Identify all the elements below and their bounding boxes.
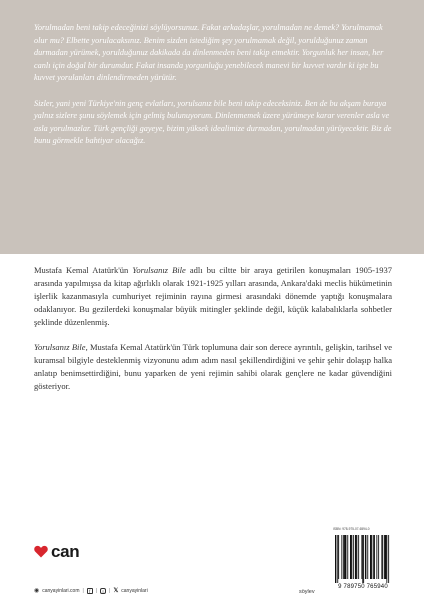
separator: | (95, 587, 98, 594)
barcode-bar (347, 535, 348, 579)
barcode-bar (376, 535, 377, 579)
brand-name: can (51, 542, 80, 561)
barcode-bar (385, 535, 386, 579)
barcode-bar (381, 535, 382, 579)
globe-icon: ◉ (34, 588, 40, 594)
quote-paragraph-1: Yorulmadan beni takip edeceğinizi söylüyorsunuz. Fakat arkadaşlar, yorulmadan ne demek? Yorulmamak olur mu? Elbette yorulacaksınız. Benim sizden istediğim şey yorulmamak değil, yorulduğunuz zaman durmadan yürümek, yorulduğunuz dakikada da dinlenmeden beni takip etmektir. Yorgunluk her insan, her canlı için doğal bir durumdur. Fakat insanda yorgunluğu yenebilecek manevi bir kuvvet vardır ki işte bu kuvvet yorulanları dinlendirmeden yürütür. (34, 23, 384, 83)
barcode-bar (365, 535, 366, 579)
social-handle-text: canyayinlari (121, 587, 148, 594)
heart-icon (34, 545, 48, 558)
description (34, 264, 392, 393)
barcode-bar (358, 535, 359, 579)
barcode-bar (361, 535, 362, 579)
description-text: , Mustafa Kemal Atatürk'ün Türk toplumuna dair son derece ayrıntılı, gelişkin, tarihsel ve kuramsal bilgiyle desteklenmiş vizyonunu adım adım nasıl şekillendirdiğini ve şehir şehir dolaşıp halka anlatıp benimsettirdiğini, bunu yaparken de yeni rejimin sahibi olarak gençlere ne kadar güvendiğini gösteriyor. (34, 342, 392, 392)
barcode-bar (341, 535, 342, 579)
barcode-bar (363, 535, 364, 583)
barcode-bar (374, 535, 375, 579)
description-text: adlı bu ciltte bir araya getirilen konuşmaları 1905-1937 arasında yapılmışsa da kitap ağırlıklı olarak 1921-1925 yılları arasında, Ankara'daki meclis hükümetinin işlerlik kazanmasıyla cumhuriyet rejiminin rayına girmesi arasındaki dönemde yaptığı konuşmalara odaklanıyor. Bu gezilerdeki konuşmalar büyük mitingler şeklinde değil, küçük kalabalıklarla sohbetler şeklinde düzenlenmiş. (34, 265, 392, 327)
description-text: Mustafa Kemal Atatürk'ün (34, 265, 133, 275)
description-paragraph-1 (34, 264, 392, 329)
barcode-digits: 9 789750 765940 (338, 584, 388, 590)
barcode-bar (337, 535, 338, 583)
barcode-bar (356, 535, 357, 579)
quote-box (0, 0, 424, 254)
quote-paragraph-2: Sizler, yani yeni Türkiye'nin genç evlatları, yorulsanız bile beni takip edeceksiniz. Ben de bu akşam buraya yalnız sizlere şunu söylemek için gelmiş bulunuyorum. Dinlenmemek üzere yürümeye karar verenler asla ve asla yorulmazlar. Türk gençliği gayeye, bizim yüksek idealimize durmadan, yorulmadan yürüyecektir. Biz de bunu görmekle bahtiyar olacağız. (34, 98, 392, 146)
facebook-icon: f (87, 588, 93, 594)
barcode-bar (338, 535, 339, 579)
description-paragraph-2 (34, 341, 392, 393)
barcode-bar (371, 535, 372, 579)
barcode-block (333, 527, 393, 593)
barcode (335, 535, 391, 583)
barcode-bar (382, 535, 383, 579)
barcode-bar (335, 535, 336, 583)
isbn-line: ISBN: 978-975-07-6594-0 (333, 527, 370, 531)
instagram-icon: ○ (101, 588, 105, 594)
barcode-bar (362, 535, 363, 583)
quote-text (34, 22, 392, 148)
separator: | (82, 587, 84, 594)
barcode-bar (344, 535, 345, 579)
barcode-bar (370, 535, 371, 579)
barcode-bar (373, 535, 374, 579)
barcode-bar (353, 535, 354, 579)
barcode-bar (345, 535, 346, 579)
website-text: canyayinlari.com (42, 587, 80, 594)
barcode-bar (378, 535, 379, 579)
category-label: söylev (299, 589, 315, 595)
barcode-bar (384, 535, 385, 579)
book-title-italic: Yorulsanız Bile (34, 342, 86, 353)
barcode-bar (343, 535, 344, 579)
separator: | (109, 587, 111, 594)
barcode-bar (386, 535, 387, 583)
book-title-italic: Yorulsanız Bile (132, 265, 186, 275)
barcode-bar (367, 535, 368, 579)
barcode-bar (388, 535, 389, 583)
publisher-logo (34, 543, 79, 560)
barcode-bar (355, 535, 356, 579)
publisher-contacts (34, 587, 148, 594)
barcode-bar (350, 535, 351, 579)
x-icon: 𝕏 (113, 588, 119, 594)
barcode-bar (351, 535, 352, 579)
